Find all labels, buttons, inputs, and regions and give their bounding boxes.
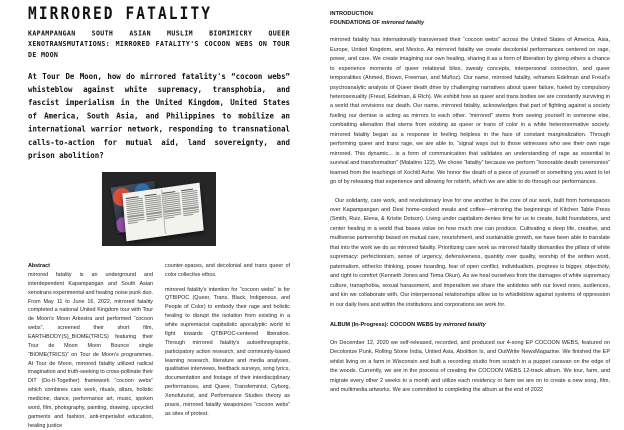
abstract-paragraph: mirrored fatality's intention for “cocoon webs” is for QTBIPOC (Queer, Trans, Black, Indigenous, and People of Color) to embody their rage and holistic healing to disrupt the isolation from existing in a white supremacist capitalistic apocalyptic world to fight towards QTBIPOC-centered liberation. Through mirrored fatality's autoethnographic, participatory action research, and community-based learning research, literature and media analyses, qualitative interviews, feedback surveys, song lyrics, documentation and footage of their interdisciplinary performances, and Queer, Transfeminist, Cyborg, Xenofuturist, and Performance Studies theory as praxis, mirrored fatality weaponizes “cocoon webs” as sites of protest. xyxy=(165,286,290,417)
photo-open-spread xyxy=(122,183,203,242)
abstract-heading: Abstract xyxy=(28,262,50,269)
page-subtitle: KAPAMPANGAN SOUTH ASIAN MUSLIM BIOMIMICRY QUEER XENOTRANSMUTATIONS: MIRRORED FATALITY'S COCOON WEBS ON TOUR DE MOON xyxy=(28,28,290,59)
abstract-paragraph: mirrored fatality is an underground and interdependent Kapampangan and South Asian xenotrans experimental and healing noise punk duo. From May 11 to June 16, 2022, mirrored fatality completed a national United Kingdom tour with Tour de Moon's Moon Arkestra and performed “cocoon webs”, screened their short film, EARTHBODY(S)_BIOME(TRICS) featuring their Tour de Moon Moon Bounce single “BIOME(TRICS)” on Tour de Moon's programmes. At Tour de Moon, mirrored fatality utilized radical imagination and truth-seeking to cross-pollinate their DIT (Do-It-Together) framework “cocoon webs” which combines care work, rituals, altars, holistic medicine, dance, performance art, music, spoken word, film, photography, painting, drawing, upcycled garments and fashion, anti-imperialist education, healing justice xyxy=(28,272,153,429)
photo-text-column xyxy=(126,194,146,238)
zine-photo xyxy=(102,172,216,246)
body-paragraph: mirrored fatality has internationally transversed their “cocoon webs” across the United States of America, Asia, Europe, United Kingdom, and Mexico. As mirrored fatality we create decolonial performances centered on rage, power, and care. We create imagining our own healing, sharing it as a form of liberation by giving others a chance to experience moments of queer relational bliss, sweaty concepts, interpersonal connection, and queer temporalities (Ahmed, Brown, Freeman, and Muñoz). Our name, mirrored fatality, reframes Edelman and Freud's psychoanalytic analysis of Queer death drive by challenging narratives about queer failure, fueled by compulsory heterosexuality (Freud, Edelman, & Rich). We exhibit how as queer and trans bodies we are constantly surviving in a world that envisions our death. Our name, mirrored fatality, acknowledges that part of fighting against a society fueling our demise is acting as mirrors to each other. “mirrored” stems from seeing yourself in someone else, combatting alienation that stems from existing as queer or trans of color in a white heteronormative society. mirrored fatality began as a response to feeling helpless in the face of constant marginalization. Through performing queer and trans rage, we are able to, “signal ways out to those witnesses who see their own rage mirrored. This dynamic... is a form of communication that validates an understanding of rage as essential to survival and transformation” (Malatino 122). We chose “fatality” because we perform “honorable death ceremonies” learned from the teachings of Xochitl Ashe. We honor the death of a piece of yourself or something you want to let go of by releasing that experience and allowing for rebirth, which we are able to do through our performances. xyxy=(330,37,610,186)
abstract-column-two xyxy=(165,262,290,430)
page-title: MIRRORED FATALITY xyxy=(28,4,213,24)
foundations-heading-italic: mirrored fatality xyxy=(381,19,425,26)
photo-text-column xyxy=(162,189,182,233)
abstract-paragraph: counter-spaces, and decolonial and trans queer of color collective ethos. xyxy=(165,262,290,278)
body-paragraph: Our solidarity, care work, and revolutionary love for one another is the core of our work, built from homespaces over Kapampangan and Desi home-cooked meals and coffee—mirroring the beginnings of Kitchen Table Press (Smith, Ruiz, Elena, & Kristie Dotson). Living under capitalism denies time for us to create, build foundations, and center healing in a world that bases value on how much one can produce. Cultivating a deep life, creative, and multiverse partnership based on mutual care, nourishment, and sustainable growth, we have been able to translate that into the work we do as mirrored fatality. Prioritizing care work as mirrored fatality dismantles the pillars of white supremacy: perfectionism, sense of urgency, defensiveness, quantity over quality, worship of the written word, paternalism, either/or thinking, power hoarding, fear of open conflict, individualism, progress is bigger, objectivity, and right to comfort (Kenneth Jones and Tema Okun). As we heal ourselves from the damages of white supremacy culture, transphobia, sexual harassment, and imperalism we share the antidotes with our loved ones, audiences, and kin we collaborate with. Our interpersonal relationships allow us to whistleblow against systems of oppression in our daily lives and within the institutions and corporations we work for. xyxy=(330,197,610,308)
foundations-heading-prefix: FOUNDATIONS OF xyxy=(330,19,382,26)
album-heading-prefix: ALBUM (In-Progress): COCOON WEBS by xyxy=(330,322,444,328)
lede-question: At Tour De Moon, how do mirrored fatality's “cocoon webs” whisteblow against white supremacy, transphobia, and fascist imperialism in the United Kingdom, United States of America, South Asia, and Philippines to mobilize an international warrior network, responding to transnational calls-to-action for mutual aid, land sovereignty, and prison abolition? xyxy=(28,71,290,161)
photo-text-column xyxy=(180,186,200,230)
foundations-heading xyxy=(330,19,610,28)
album-paragraph: On December 12, 2020 we self-released, recorded, and produced our 4-song EP COCOON WEBS, featured on Decolonize Punk, Rolling Stone India, United Asia, Abolition Is, and OutWrite NewsMagazine. We finished the EP whilst living on a farm in Wisconsin and built a recording studio from scratch in a puppet caravan on the edge of the woods. Currently, we are in the process of creating the COCOON WEBS 12-track album. We tour, farm, and migrate every other 2 weeks to a month and utilize each residency or farm we are on to create a new song, film, and multimedia artworks. We are committed to completing the album at the end of 2022 xyxy=(330,339,610,394)
photo-frame xyxy=(102,172,216,246)
abstract-column-one xyxy=(28,262,153,430)
right-page xyxy=(312,0,624,406)
left-page xyxy=(0,0,312,429)
abstract-section xyxy=(28,262,290,430)
introduction-label: INTRODUCTION xyxy=(330,11,373,17)
album-heading xyxy=(330,321,610,330)
photo-text-column xyxy=(144,191,164,235)
album-heading-italic: mirrored fatality xyxy=(443,322,486,328)
